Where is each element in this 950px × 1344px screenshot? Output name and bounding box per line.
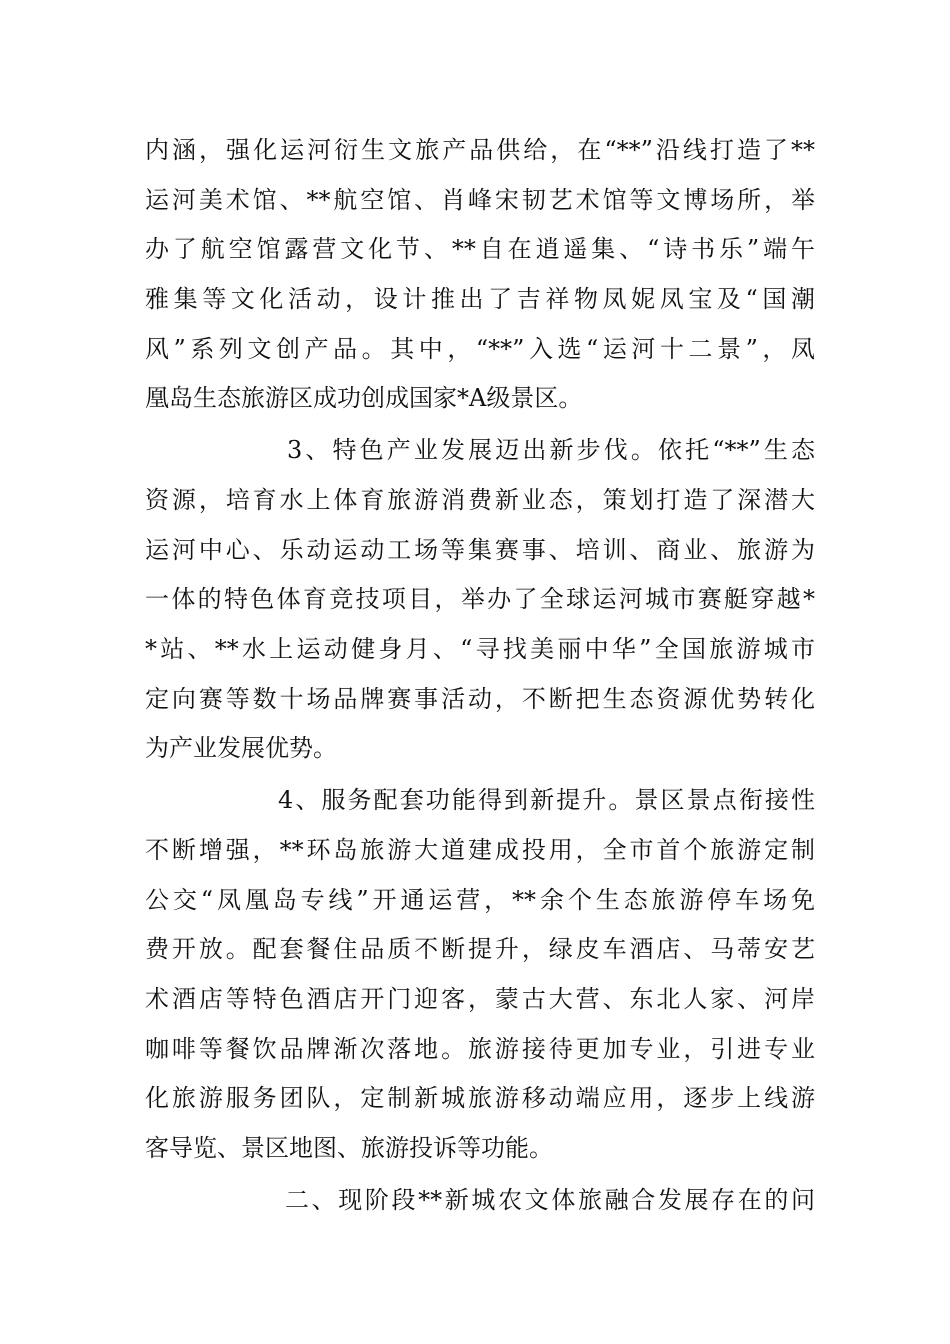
paragraph-1-line-5: 风”系列文创产品。其中，“**”入选“运河十二景”，凤: [145, 335, 815, 363]
paragraph-2-line-5: *站、**水上运动健身月、“寻找美丽中华”全国旅游城市: [145, 635, 815, 663]
paragraph-2-line-3: 运河中心、乐动运动工场等集赛事、培训、商业、旅游为: [145, 536, 815, 564]
paragraph-3-line-1: 4、服务配套功能得到新提升。景区景点衔接性: [278, 786, 815, 814]
paragraph-3-line-5: 术酒店等特色酒店开门迎客，蒙古大营、东北人家、河岸: [145, 985, 815, 1013]
paragraph-3-line-4: 费开放。配套餐住品质不断提升，绿皮车酒店、马蒂安艺: [145, 935, 815, 963]
paragraph-1-line-1: 内涵，强化运河衍生文旅产品供给，在“**”沿线打造了**: [145, 136, 815, 164]
paragraph-3-line-8: 客导览、景区地图、旅游投诉等功能。: [145, 1134, 553, 1162]
paragraph-2-line-1: 3、特色产业发展迈出新步伐。依托“**”生态: [287, 436, 815, 464]
paragraph-1-line-4: 雅集等文化活动，设计推出了吉祥物凤妮凤宝及“国潮: [145, 285, 815, 313]
paragraph-2-line-6: 定向赛等数十场品牌赛事活动，不断把生态资源优势转化: [145, 685, 815, 713]
paragraph-1-line-6: 凰岛生态旅游区成功创成国家*A级景区。: [145, 384, 583, 412]
section-heading-two: 二、现阶段**新城农文体旅融合发展存在的问: [285, 1186, 815, 1214]
paragraph-2-line-2: 资源，培育水上体育旅游消费新业态，策划打造了深潜大: [145, 486, 815, 514]
paragraph-1-line-2: 运河美术馆、**航空馆、肖峰宋韧艺术馆等文博场所，举: [145, 186, 815, 214]
paragraph-3-line-6: 咖啡等餐饮品牌渐次落地。旅游接待更加专业，引进专业: [145, 1035, 815, 1063]
paragraph-3-line-7: 化旅游服务团队，定制新城旅游移动端应用，逐步上线游: [145, 1084, 815, 1112]
paragraph-3-line-2: 不断增强，**环岛旅游大道建成投用，全市首个旅游定制: [145, 836, 815, 864]
paragraph-2-line-7: 为产业发展优势。: [145, 734, 337, 762]
paragraph-3-line-3: 公交“凤凰岛专线”开通运营，**余个生态旅游停车场免: [145, 886, 815, 914]
paragraph-2-line-4: 一体的特色体育竞技项目，举办了全球运河城市赛艇穿越*: [145, 585, 815, 613]
paragraph-1-line-3: 办了航空馆露营文化节、**自在逍遥集、“诗书乐”端午: [145, 235, 815, 263]
